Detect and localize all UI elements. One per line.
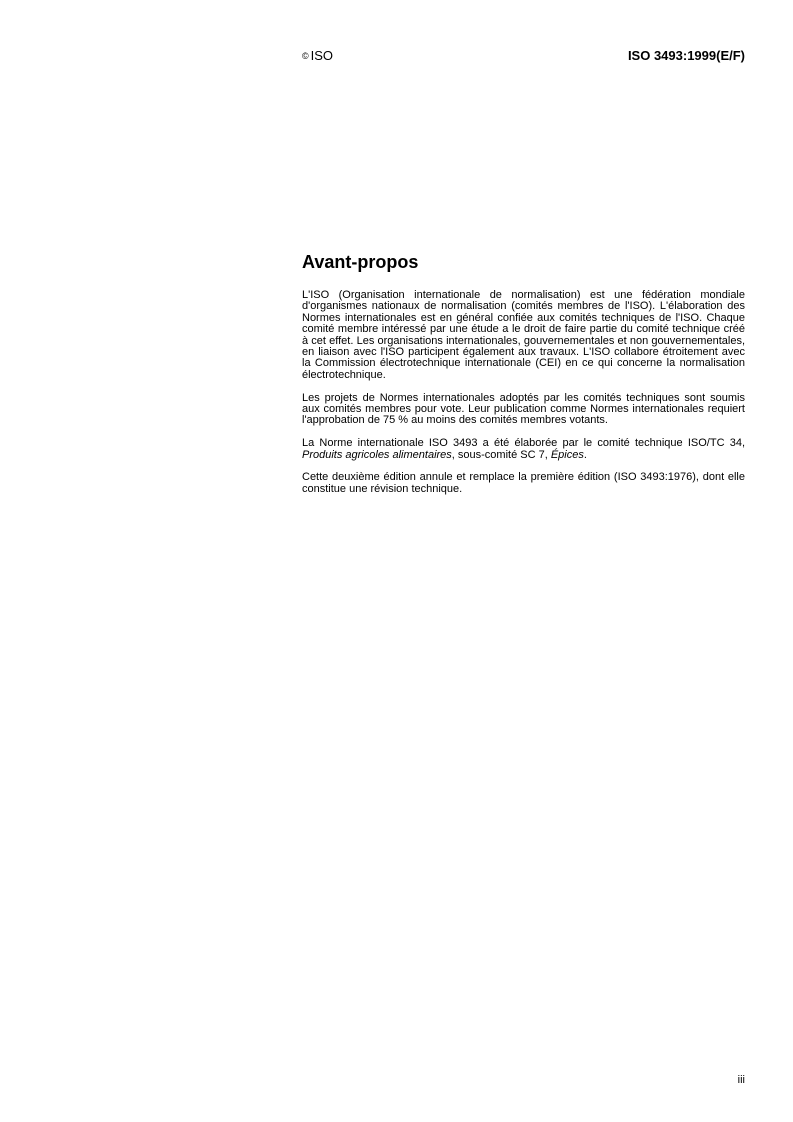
- paragraph-edition: Cette deuxième édition annule et remplace la première édition (ISO 3493:1976), dont elle constitue une révision technique.: [302, 471, 745, 495]
- copyright-org: ISO: [310, 48, 334, 63]
- committee-name: Produits agricoles alimentaires: [302, 448, 452, 461]
- section-title: Avant-propos: [302, 252, 419, 272]
- committee-text-2: , sous-comité SC 7,: [451, 448, 551, 461]
- paragraph-voting: Les projets de Normes internationales adoptés par les comités techniques sont soumis aux comités membres pour vote. Leur publication comme Normes internationales requiert l'approbation de 75 % au moins des comités membres votants.: [302, 391, 745, 427]
- foreword-section: [302, 251, 745, 507]
- subcommittee-name: Épices: [550, 448, 584, 461]
- paragraph-iso-description: L'ISO (Organisation internationale de normalisation) est une fédération mondiale d'organismes nationaux de normalisation (comités membres de l'ISO). L'élaboration des Normes internationales est en général confiée aux comités techniques de l'ISO. Chaque comité membre intéressé par une étude a le droit de faire partie du comité technique créé à cet effet. Les organisations internationales, gouvernementales et non gouvernementales, en liaison avec l'ISO participent également aux travaux. L'ISO collabore étroitement avec la Commission électrotechnique internationale (CEI) en ce qui concerne la normalisation électrotechnique.: [302, 289, 745, 381]
- paragraph-committee: [302, 438, 745, 461]
- committee-text-1: La Norme internationale ISO 3493 a été élaborée par le comité technique ISO/TC 34,: [302, 437, 745, 450]
- copyright-icon: ©: [302, 51, 309, 61]
- page-header: [302, 48, 745, 66]
- document-identifier: ISO 3493:1999(E/F): [627, 48, 745, 63]
- copyright-notice: [302, 48, 333, 64]
- committee-text-3: .: [583, 448, 587, 461]
- page-number: iii: [737, 1074, 745, 1086]
